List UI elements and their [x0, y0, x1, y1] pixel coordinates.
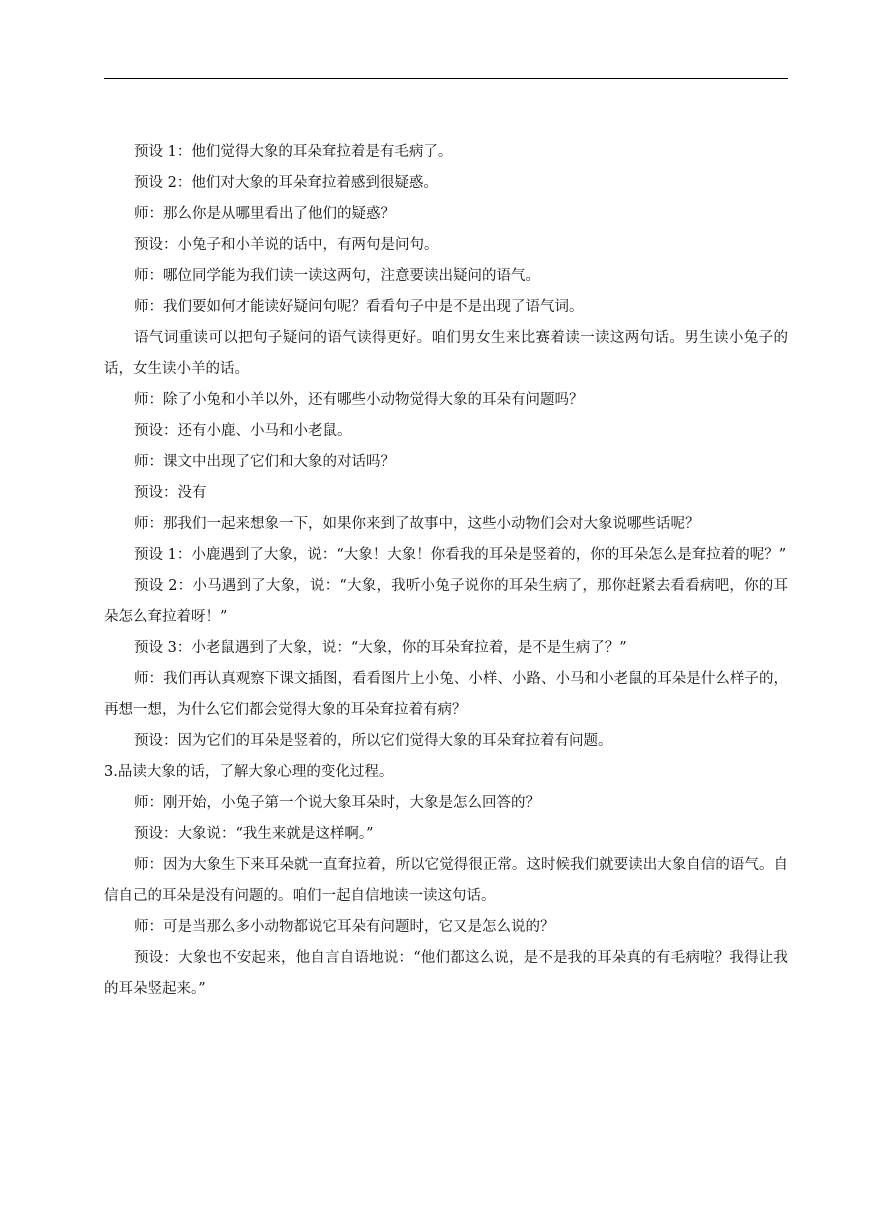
paragraph: 预设：大象说：“我生来就是这样啊。” — [134, 826, 374, 842]
paragraph: 预设：因为它们的耳朵是竖着的，所以它们觉得大象的耳朵耷拉着有问题。 — [134, 733, 613, 749]
header-rule — [104, 78, 788, 79]
paragraph: 语气词重读可以把句子疑问的语气读得更好。咱们男女生来比赛着读一读这两句话。男生读小兔子的话，女生读小羊的话。 — [104, 330, 788, 377]
paragraph: 预设：小兔子和小羊说的话中，有两句是问句。 — [134, 237, 439, 253]
paragraph: 预设 3：小老鼠遇到了大象，说：“大象，你的耳朵耷拉着，是不是生病了？” — [134, 640, 627, 656]
paragraph: 师：我们再认真观察下课文插图，看看图片上小兔、小样、小路、小马和小老鼠的耳朵是什么样子的，再想一想，为什么它们都会觉得大象的耳朵耷拉着有病？ — [104, 671, 788, 718]
paragraph: 预设 2：他们对大象的耳朵耷拉着感到很疑惑。 — [134, 175, 438, 191]
paragraph: 师：可是当那么多小动物都说它耳朵有问题时，它又是怎么说的？ — [134, 919, 555, 935]
paragraph: 师：除了小兔和小羊以外，还有哪些小动物觉得大象的耳朵有问题吗？ — [134, 392, 584, 408]
section-heading: 3.品读大象的话，了解大象心理的变化过程。 — [104, 764, 394, 780]
paragraph: 师：我们要如何才能读好疑问句呢？看看句子中是不是出现了语气词。 — [134, 299, 584, 315]
paragraph: 预设：没有 — [134, 485, 207, 501]
paragraph: 师：刚开始，小兔子第一个说大象耳朵时，大象是怎么回答的？ — [134, 795, 540, 811]
paragraph: 师：那我们一起来想象一下，如果你来到了故事中，这些小动物们会对大象说哪些话呢？ — [134, 516, 700, 532]
paragraph: 师：因为大象生下来耳朵就一直耷拉着，所以它觉得很正常。这时候我们就要读出大象自信的语气。自信自己的耳朵是没有问题的。咱们一起自信地读一读这句话。 — [104, 857, 788, 904]
paragraph: 师：哪位同学能为我们读一读这两句，注意要读出疑问的语气。 — [134, 268, 540, 284]
paragraph: 预设：大象也不安起来，他自言自语地说：“他们都这么说，是不是我的耳朵真的有毛病啦？我得让我的耳朵竖起来。” — [104, 950, 788, 997]
document-body — [104, 137, 788, 1005]
paragraph: 预设：还有小鹿、小马和小老鼠。 — [134, 423, 352, 439]
paragraph: 师：那么你是从哪里看出了他们的疑惑？ — [134, 206, 395, 222]
paragraph: 预设 1：小鹿遇到了大象，说：“大象！大象！你看我的耳朵是竖着的，你的耳朵怎么是耷拉着的呢？” — [134, 547, 787, 563]
paragraph: 预设 2：小马遇到了大象，说：“大象，我听小兔子说你的耳朵生病了，那你赶紧去看看病吧，你的耳朵怎么耷拉着呀！” — [104, 578, 788, 625]
paragraph: 师：课文中出现了它们和大象的对话吗？ — [134, 454, 395, 470]
paragraph: 预设 1：他们觉得大象的耳朵耷拉着是有毛病了。 — [134, 144, 453, 160]
